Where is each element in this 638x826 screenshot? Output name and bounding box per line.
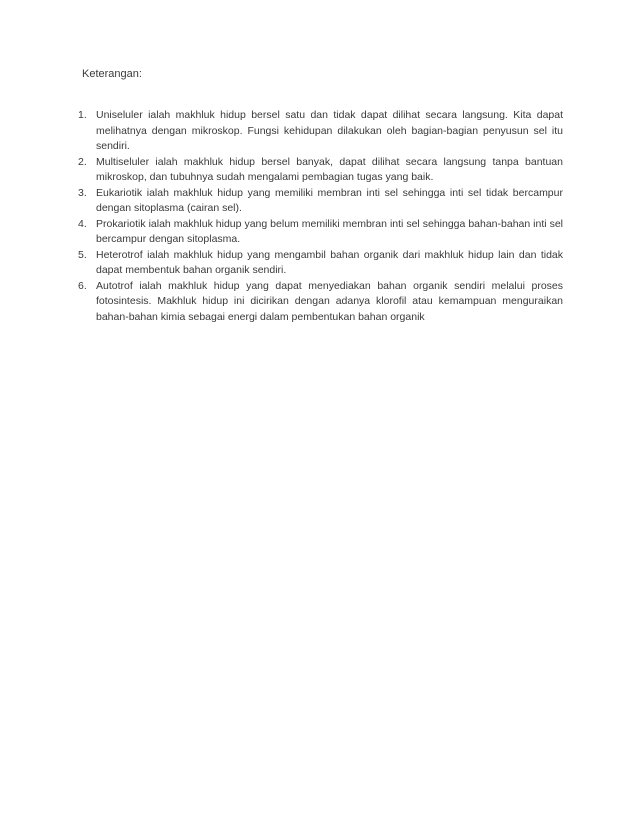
list-item-text: Autotrof ialah makhluk hidup yang dapat menyediakan bahan organik sendiri melalui proses fotosintesis. Makhluk hidup ini dicirikan dengan adanya klorofil atau kemampuan menguraikan bahan-bahan kimia sebagai energi dalam pembentukan bahan organik xyxy=(96,279,563,323)
list-item-text: Uniseluler ialah makhluk hidup bersel satu dan tidak dapat dilihat secara langsung. Kita dapat melihatnya dengan mikroskop. Fungsi kehidupan dilakukan oleh bagian-bagian penyusun sel itu sendiri. xyxy=(96,109,563,152)
list-item-number: 5. xyxy=(78,248,87,261)
list-item-text: Eukariotik ialah makhluk hidup yang memiliki membran inti sel sehingga inti sel tidak bercampur dengan sitoplasma (cairan sel). xyxy=(96,186,563,214)
list-item-number: 2. xyxy=(78,155,87,168)
definition-list xyxy=(78,108,563,325)
list-item xyxy=(78,155,563,186)
list-item-text: Prokariotik ialah makhluk hidup yang belum memiliki membran inti sel sehingga bahan-bahan inti sel bercampur dengan sitoplasma. xyxy=(96,217,563,245)
list-item-text: Heterotrof ialah makhluk hidup yang mengambil bahan organik dari makhluk hidup lain dan tidak dapat membentuk bahan organik sendiri. xyxy=(96,248,563,276)
list-item-number: 3. xyxy=(78,186,87,199)
list-item xyxy=(78,186,563,217)
list-item xyxy=(78,248,563,279)
list-item-number: 1. xyxy=(78,109,87,121)
list-item-number: 6. xyxy=(78,279,87,292)
list-item xyxy=(78,279,563,326)
list-item xyxy=(78,108,563,155)
list-item-text: Multiseluler ialah makhluk hidup bersel banyak, dapat dilihat secara langsung tanpa bantuan mikroskop, dan tubuhnya sudah mengalami pembagian tugas yang baik. xyxy=(96,155,563,183)
list-item xyxy=(78,217,563,248)
heading: Keterangan: xyxy=(82,68,142,80)
list-item-number: 4. xyxy=(78,217,87,230)
